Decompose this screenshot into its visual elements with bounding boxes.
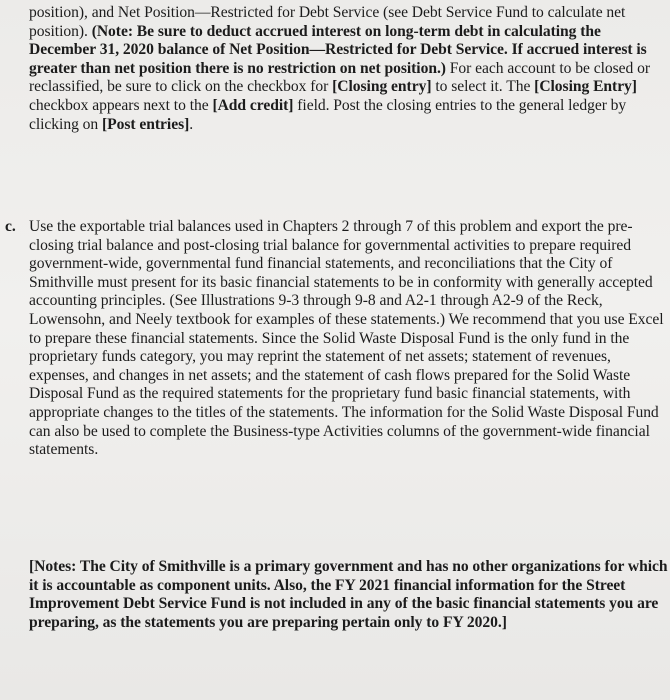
- notes-paragraph: [Notes: The City of Smithville is a primary government and has no other organizations for which it is accountable as component units. Also, the FY 2021 financial information for the Street Improvement Debt Service Fund is not included in any of the basic financial statements you are preparing, as the statements you are preparing pertain only to FY 2020.]: [29, 558, 668, 631]
- paragraph-item-c: [5, 218, 669, 460]
- add-credit-term: [Add credit]: [212, 96, 294, 114]
- text-run: to select it. The: [431, 78, 535, 96]
- item-c-text: Use the exportable trial balances used in Chapters 2 through 7 of this problem and export the pre-closing trial balance and post-closing trial balance for governmental activities to prepare required government-wide, governmental fund financial statements, and reconciliations that the City of Smithville must present for its basic financial statements to be in conformity with generally accepted accounting principles. (See Illustrations 9-3 through 9-8 and A2-1 through A2-9 of the Reck, Lowensohn, and Neely textbook for examples of these statements.) We recommend that you use Excel to prepare these financial statements. Since the Solid Waste Disposal Fund is the only fund in the proprietary funds category, you may reprint the statement of net assets; statement of revenues, expenses, and changes in net assets; and the statement of cash flows prepared for the Solid Waste Disposal Fund as the required statements for the proprietary fund basic financial statements, with appropriate changes to the titles of the statements. The information for the Solid Waste Disposal Fund can also be used to complete the Business-type Activities columns of the government-wide financial statements.: [29, 218, 664, 459]
- closing-entry-term: [Closing entry]: [332, 78, 432, 96]
- text-run: checkbox appears next to the: [29, 96, 213, 114]
- text-run: .: [189, 115, 194, 133]
- paragraph-closing-entries: [29, 4, 669, 134]
- text-run: For each account to be closed or reclassified, be sure to click on the checkbox for: [29, 59, 650, 96]
- text-run: field. Post the closing entries to the general ledger by clicking on: [29, 96, 627, 133]
- item-marker: c.: [5, 218, 16, 235]
- closing-entry-checkbox-term: [Closing Entry]: [534, 78, 637, 96]
- post-entries-term: [Post entries]: [102, 115, 190, 133]
- accrued-interest-note: (Note: Be sure to deduct accrued interest on long-term debt in calculating the December 31, 2020 balance of Net Position—Restricted for Debt Service. If accrued interest is greater than net position there is no restriction on net position.): [29, 22, 647, 77]
- text-run: position), and Net Position—Restricted for Debt Service (see Debt Service Fund to calculate net position).: [29, 4, 626, 40]
